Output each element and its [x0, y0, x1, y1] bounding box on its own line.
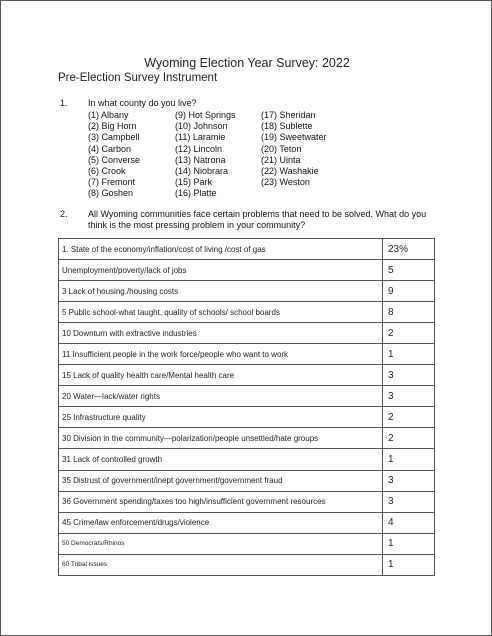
problem-cell: 15 Lack of quality health care/Mental health care	[59, 365, 383, 386]
county-option: (4) Carbon	[88, 143, 132, 154]
county-option: (1) Albany	[88, 110, 129, 120]
table-row	[59, 407, 435, 428]
county-option: (10) Johnson	[175, 121, 228, 132]
county-option: (22) Washakie	[261, 166, 319, 177]
problem-cell: 11 Insufficient people in the work force/people who want to work	[59, 344, 383, 365]
county-option: (8) Goshen	[88, 188, 134, 199]
problem-cell: 31 Lack of controlled growth	[59, 449, 383, 470]
document-subtitle: Pre-Election Survey Instrument	[58, 72, 218, 84]
problem-cell: 60 Tribal issues	[59, 554, 383, 575]
value-cell: 3	[383, 491, 435, 512]
county-option: (6) Crook	[88, 166, 126, 177]
county-option: (7) Fremont	[88, 177, 136, 188]
problem-cell: 20 Water—lack/water rights	[59, 386, 383, 407]
value-cell: 9	[383, 281, 435, 302]
value-cell: 1	[383, 533, 435, 554]
table-row	[59, 491, 435, 512]
table-row	[59, 533, 435, 554]
value-cell: 1	[383, 449, 435, 470]
table-row	[59, 323, 435, 344]
county-option: (23) Weston	[261, 177, 310, 188]
county-option: (12) Lincoln	[175, 143, 223, 154]
value-cell: 1	[383, 554, 435, 575]
problem-cell: 35 Distrust of government/inept government/government fraud	[59, 470, 383, 491]
county-option: (14) Niobrara	[175, 166, 229, 177]
county-option: (2) Big Horn	[88, 121, 137, 132]
question-1-text: In what county do you live?	[88, 98, 197, 108]
problem-cell: 45 Crime/law enforcement/drugs/violence	[59, 512, 383, 533]
problem-cell: Unemployment/poverty/lack of jobs	[59, 260, 383, 281]
county-option: (11) Laramie	[175, 132, 226, 143]
county-option: (19) Sweetwater	[261, 132, 327, 143]
problems-table	[58, 238, 435, 576]
value-cell: 3	[383, 365, 435, 386]
value-cell: 2	[383, 323, 435, 344]
county-option: (17) Sheridan	[261, 110, 316, 120]
table-row	[59, 554, 435, 575]
value-cell: 2	[383, 428, 435, 449]
value-cell: 2	[383, 407, 435, 428]
problem-cell: 10 Downturn with extractive industries	[59, 323, 383, 344]
problem-cell: 36 Government spending/taxes too high/insufficient government resources	[59, 491, 383, 512]
table-row	[59, 449, 435, 470]
table-row	[59, 302, 435, 323]
table-row	[59, 428, 435, 449]
value-cell: 1	[383, 344, 435, 365]
problem-cell: 30 Division in the community—polarization/people unsettled/hate groups	[59, 428, 383, 449]
problem-cell: 50 Democrats/Rhinos	[59, 533, 383, 554]
county-option: (18) Sublette	[261, 121, 313, 132]
county-option: (5) Converse	[88, 154, 141, 165]
county-option: (15) Park	[175, 177, 213, 188]
table-row	[59, 365, 435, 386]
county-option: (16) Platte	[175, 188, 217, 199]
table-row	[59, 239, 435, 260]
county-list-column-3	[261, 110, 327, 188]
value-cell: 5	[383, 260, 435, 281]
question-2-number: 2.	[60, 209, 68, 219]
value-cell: 3	[383, 386, 435, 407]
problem-cell: 5 Public school-what taught, quality of schools/ school boards	[59, 302, 383, 323]
county-list-column-1	[88, 110, 140, 200]
document-title: Wyoming Election Year Survey: 2022	[144, 56, 350, 70]
problem-cell: 25 Infrastructure quality	[59, 407, 383, 428]
county-option: (3) Campbell	[88, 132, 140, 143]
county-list-column-2	[175, 110, 236, 200]
problem-cell: 3 Lack of housing./housing costs	[59, 281, 383, 302]
table-row	[59, 386, 435, 407]
value-cell: 8	[383, 302, 435, 323]
value-cell: 23%	[383, 239, 435, 260]
question-1-number: 1.	[60, 98, 68, 108]
county-option: (21) Uinta	[261, 154, 301, 165]
county-option: (20) Teton	[261, 143, 302, 154]
value-cell: 4	[383, 512, 435, 533]
table-row	[59, 281, 435, 302]
table-row	[59, 344, 435, 365]
county-option: (13) Natrona	[175, 154, 226, 165]
value-cell: 3	[383, 470, 435, 491]
county-option: (9) Hot Springs	[175, 110, 236, 120]
table-row	[59, 470, 435, 491]
question-2-text: All Wyoming communities face certain problems that need to be solved. What do you think is the most pressing problem in your community?	[88, 209, 427, 230]
table-row	[59, 512, 435, 533]
problem-cell: 1. State of the economy/inflation/cost of living /cost of gas	[59, 239, 383, 260]
table-row	[59, 260, 435, 281]
